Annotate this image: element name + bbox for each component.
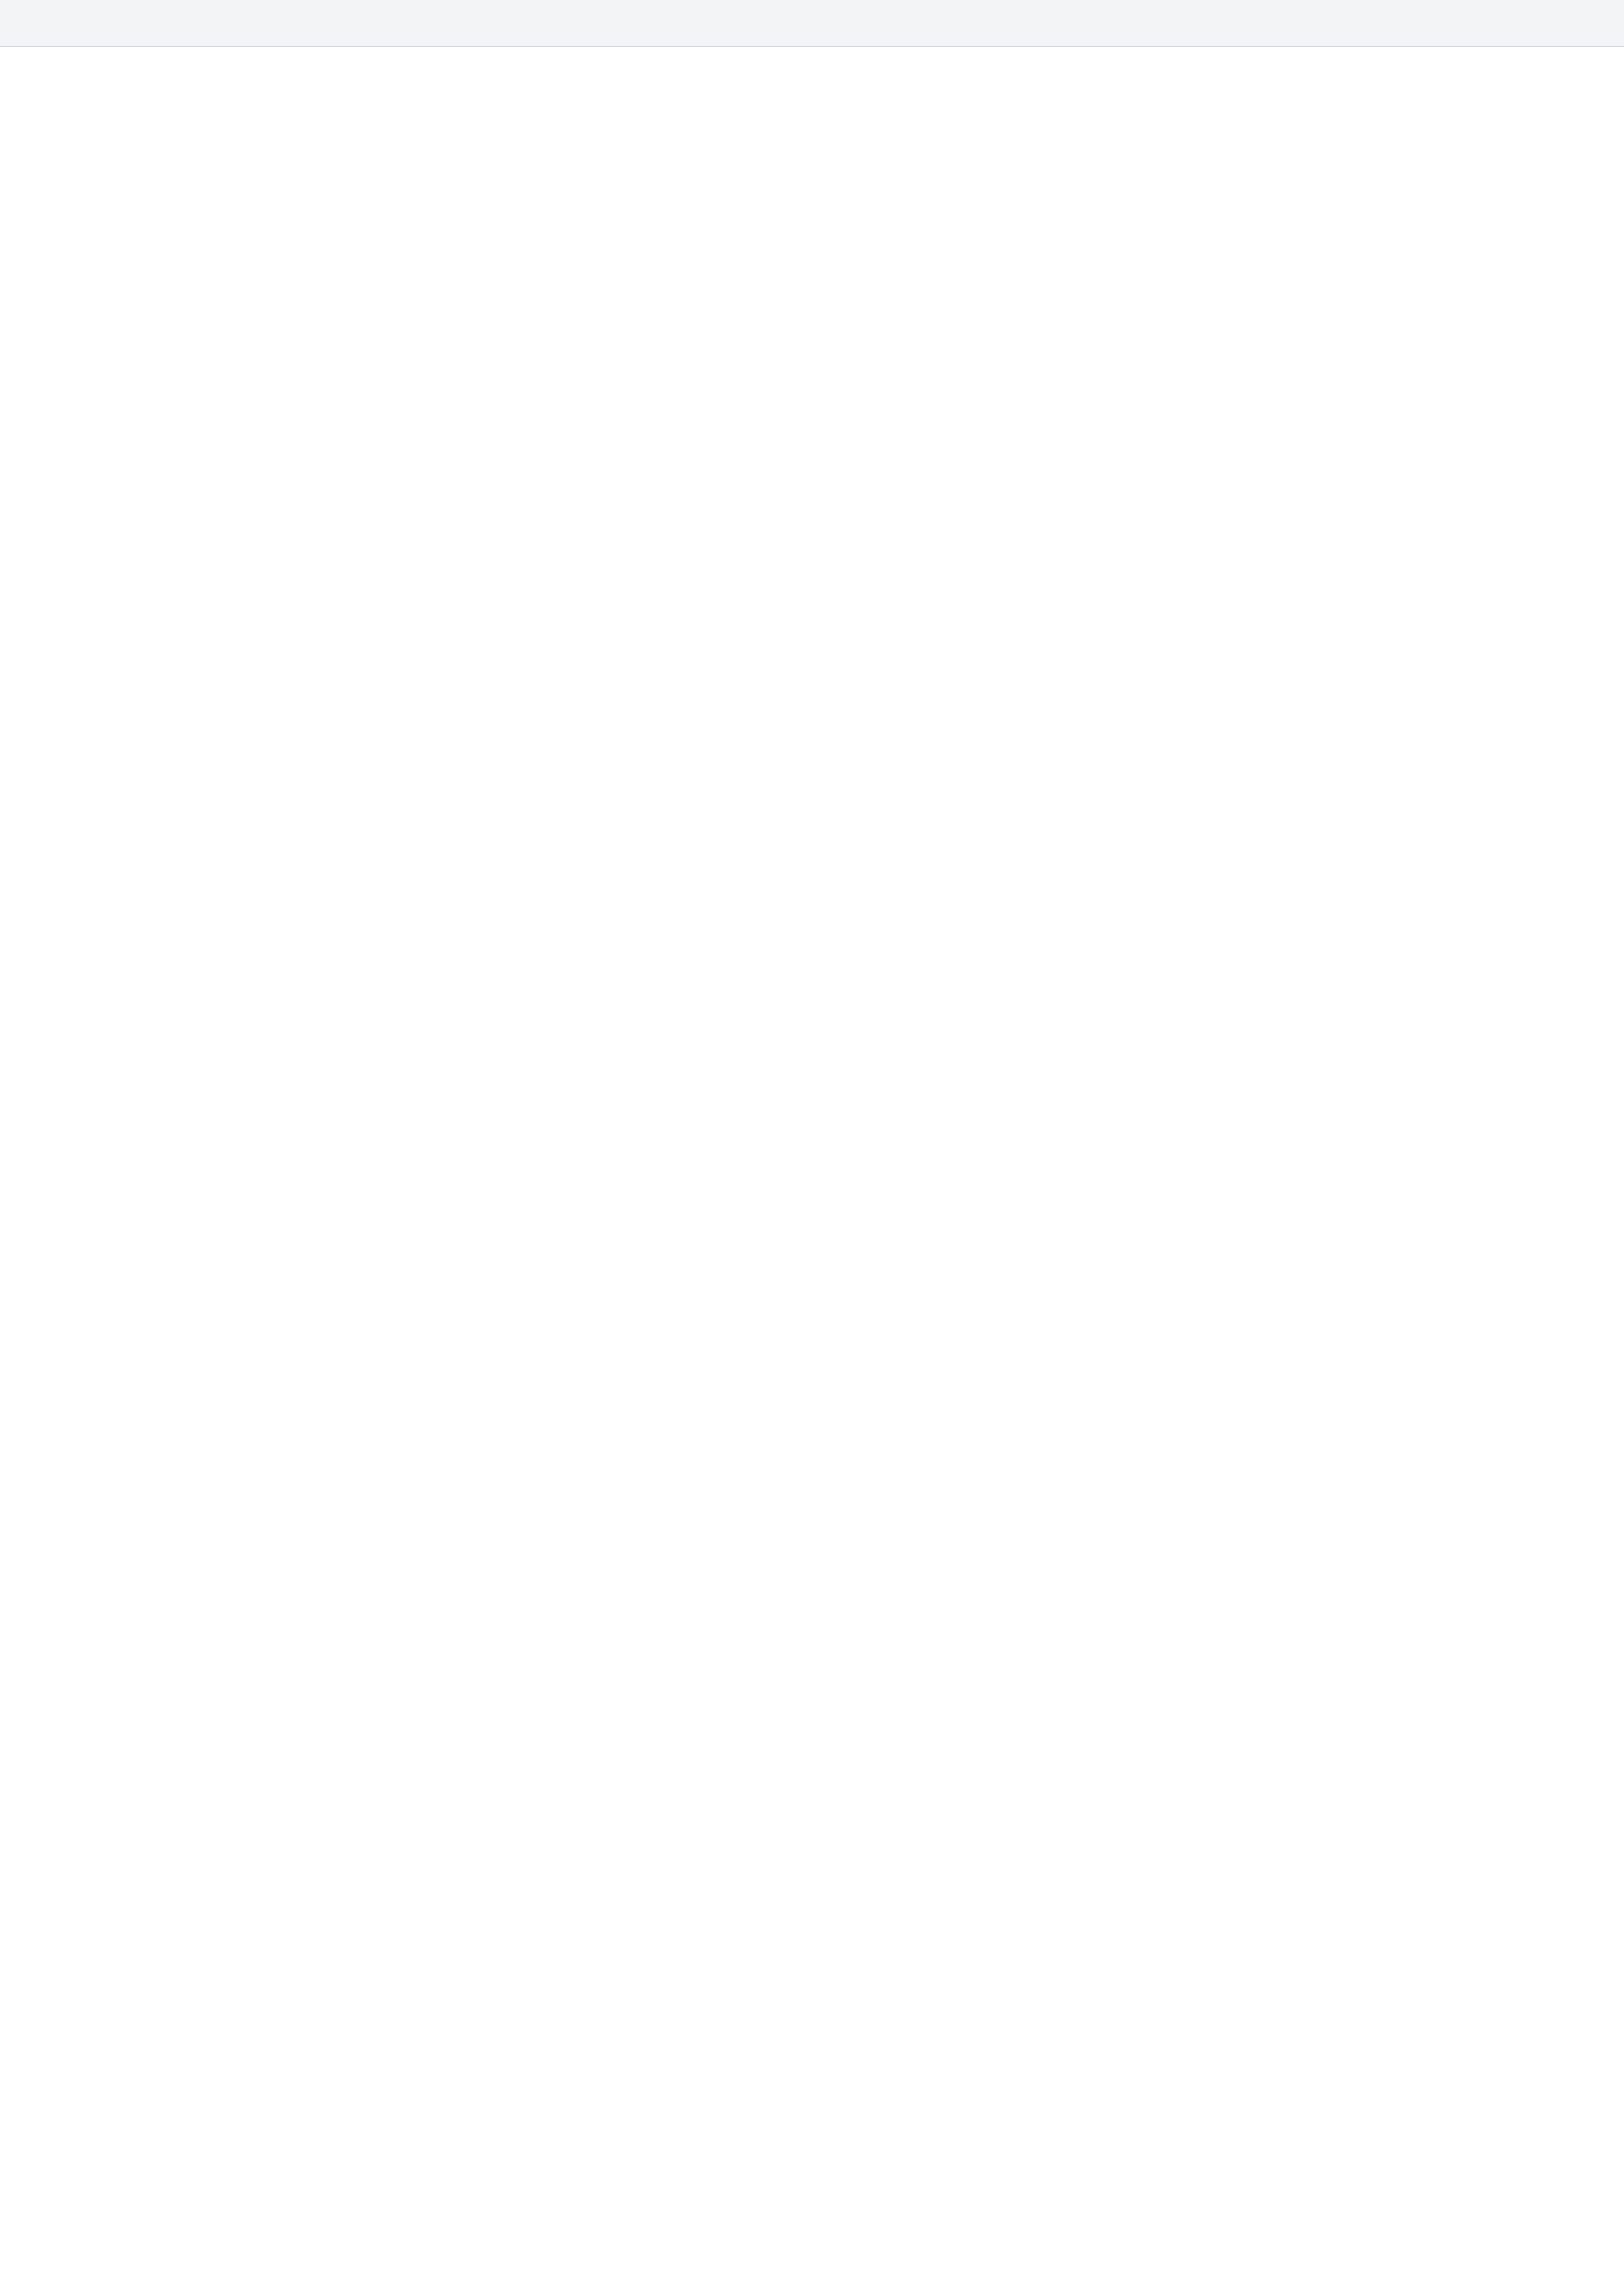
window-title-bar	[0, 0, 1624, 47]
main-content	[0, 47, 1624, 2272]
